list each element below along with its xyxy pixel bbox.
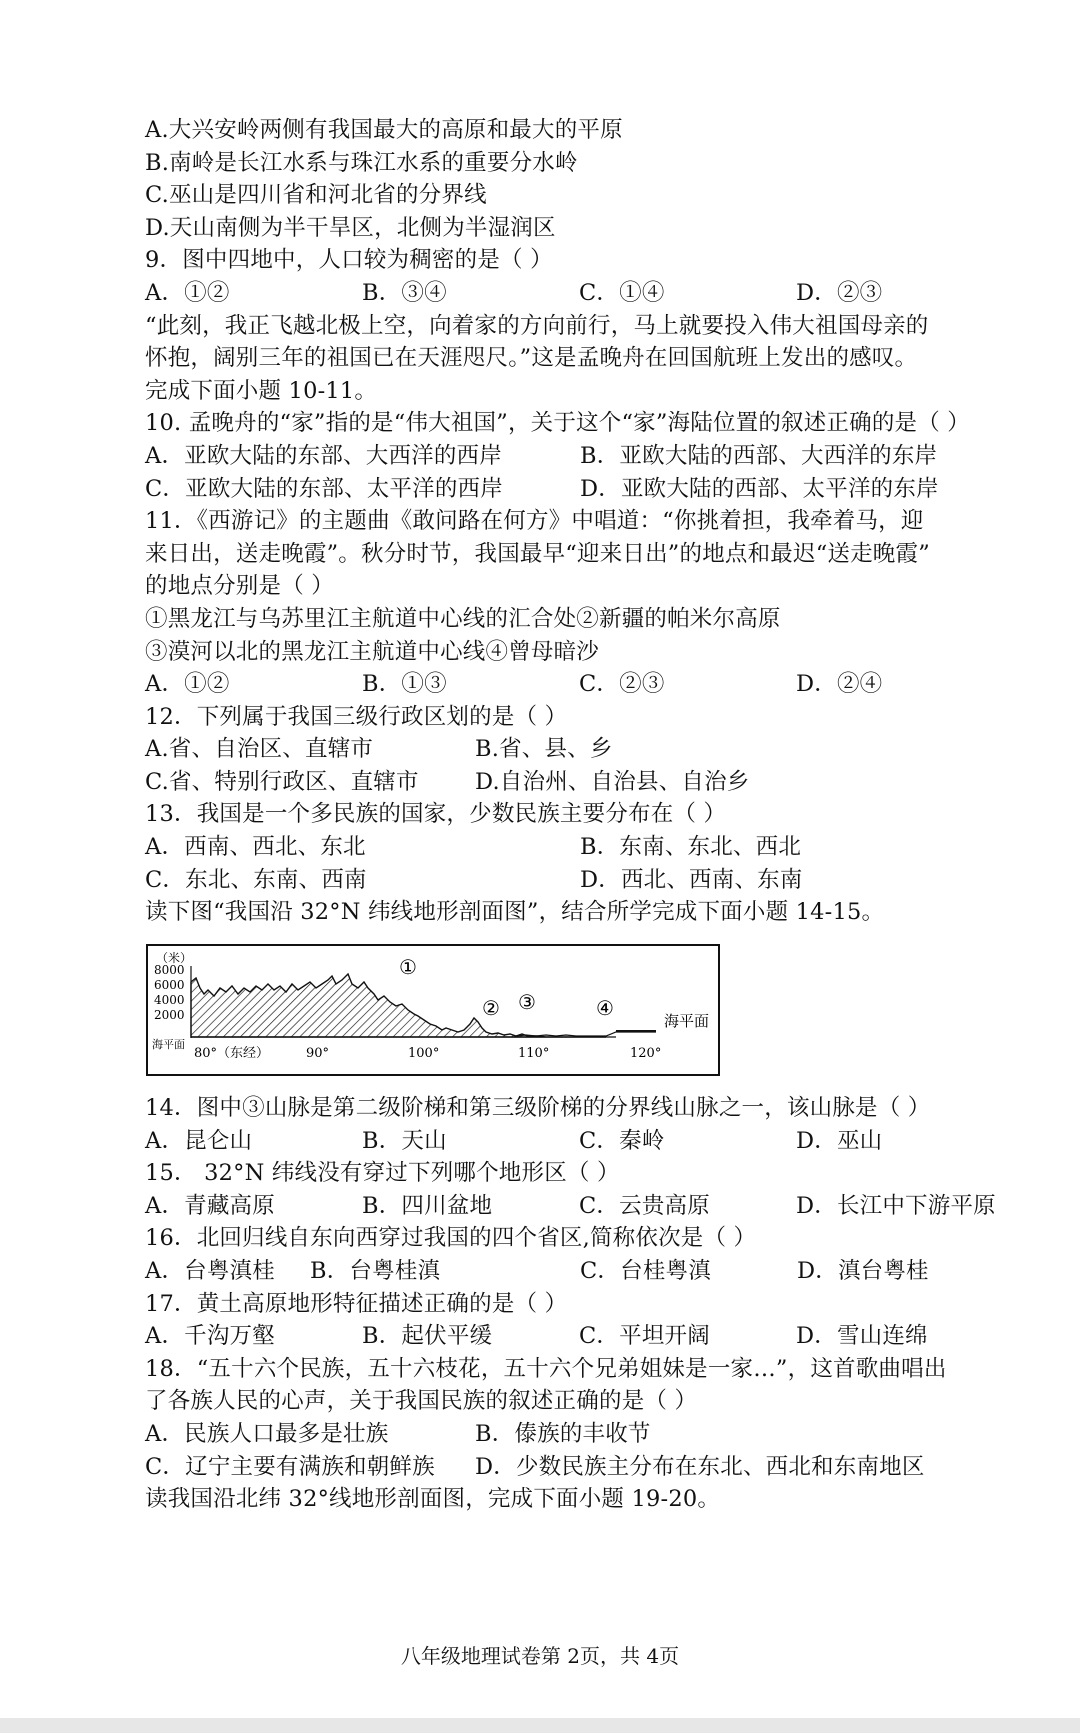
q9-option-b: B．③④ — [362, 279, 447, 306]
intro-14-15: 读下图“我国沿 32°N 纬线地形剖面图”，结合所学完成下面小题 14-15。 — [145, 899, 885, 926]
terrain-profile-svg — [146, 944, 720, 1076]
q12-stem: 12．下列属于我国三级行政区划的是（ ） — [145, 703, 568, 730]
x-tick-100: 100° — [408, 1046, 440, 1061]
x-tick-90: 90° — [306, 1046, 330, 1061]
q9-stem: 9．图中四地中，人口较为稠密的是（ ） — [145, 247, 553, 274]
x-tick-110: 110° — [518, 1046, 550, 1061]
q17-option-b: B．起伏平缓 — [362, 1323, 493, 1350]
q16-option-b: B．台粤桂滇 — [310, 1257, 441, 1284]
q14-stem: 14．图中③山脉是第二级阶梯和第三级阶梯的分界线山脉之一，该山脉是（ ） — [145, 1095, 931, 1121]
q17-option-d: D．雪山连绵 — [796, 1323, 928, 1350]
q8-option-b: B.南岭是长江水系与珠江水系的重要分水岭 — [145, 149, 578, 176]
q13-options-row2 — [145, 864, 1025, 897]
q9-option-a: A．①② — [145, 279, 230, 306]
passage-line-1: “此刻，我正飞越北极上空，向着家的方向前行，马上就要投入伟大祖国母亲的 — [145, 312, 929, 339]
q11-option-a: A．①② — [145, 671, 230, 698]
intro-19-20: 读我国沿北纬 32°线地形剖面图，完成下面小题 19-20。 — [145, 1486, 721, 1513]
q11-options — [145, 668, 1025, 701]
y-unit: （米） — [156, 951, 193, 965]
q16-options — [145, 1255, 1025, 1288]
q14-option-a: A．昆仑山 — [145, 1127, 253, 1154]
q18-options-row1 — [145, 1418, 1025, 1451]
y-tick-2000: 2000 — [154, 1008, 185, 1022]
x-tick-80: 80°（东经） — [194, 1046, 270, 1061]
q11-option-d: D．②④ — [796, 671, 883, 698]
q9-options — [145, 277, 1025, 310]
q18-stem-line-1: 18．“五十六个民族，五十六枝花，五十六个兄弟姐妹是一家…”，这首歌曲唱出 — [145, 1355, 947, 1382]
q14-option-d: D．巫山 — [796, 1127, 883, 1154]
q11-stem-line-3: 的地点分别是（ ） — [145, 573, 334, 600]
q10-stem: 10. 孟晚舟的“家”指的是“伟大祖国”，关于这个“家”海陆位置的叙述正确的是（ ） — [145, 410, 971, 437]
passage-line-2: 怀抱，阔别三年的祖国已在天涯咫尺。”这是孟晚舟在回国航班上发出的感叹。 — [145, 345, 918, 372]
q15-option-d: D．长江中下游平原 — [796, 1192, 996, 1219]
marker-2: ② — [482, 996, 500, 1020]
q15-option-b: B．四川盆地 — [362, 1192, 493, 1219]
passage-line-3: 完成下面小题 10-11。 — [145, 377, 378, 404]
q17-stem: 17．黄土高原地形特征描述正确的是（ ） — [145, 1290, 568, 1317]
q8-option-a: A.大兴安岭两侧有我国最大的高原和最大的平原 — [145, 117, 623, 143]
q8-option-c: C.巫山是四川省和河北省的分界线 — [145, 182, 487, 209]
questions-lower — [145, 1092, 1025, 1516]
marker-4: ④ — [596, 996, 614, 1020]
marker-3: ③ — [518, 990, 536, 1014]
q16-option-c: C．台桂粤滇 — [580, 1257, 711, 1284]
q15-options — [145, 1190, 1025, 1223]
y-tick-6000: 6000 — [154, 978, 185, 992]
q17-option-c: C．平坦开阔 — [579, 1323, 710, 1350]
q15-option-a: A．青藏高原 — [145, 1192, 275, 1219]
q14-options — [145, 1125, 1025, 1158]
q10-option-a: A．亚欧大陆的东部、大西洋的西岸 — [145, 442, 502, 469]
q12-options-row2 — [145, 766, 1025, 799]
q11-stem-line-2: 来日出，送走晚霞”。秋分时节，我国最早“迎来日出”的地点和最迟“送走晚霞” — [145, 540, 930, 567]
bottom-bar — [0, 1718, 1080, 1733]
q15-option-c: C．云贵高原 — [579, 1192, 710, 1219]
q16-stem: 16．北回归线自东向西穿过我国的四个省区,简称依次是（ ） — [145, 1225, 757, 1252]
q13-stem: 13．我国是一个多民族的国家，少数民族主要分布在（ ） — [145, 801, 727, 828]
q13-option-a: A．西南、西北、东北 — [145, 834, 366, 861]
q10-options-row1 — [145, 440, 1025, 473]
q17-options — [145, 1320, 1025, 1353]
marker-1: ① — [399, 955, 417, 979]
q9-option-d: D．②③ — [796, 279, 883, 306]
q12-options-row1 — [145, 733, 1025, 766]
q18-option-b: B．傣族的丰收节 — [475, 1420, 651, 1447]
q10-option-d: D．亚欧大陆的西部、太平洋的东岸 — [580, 475, 939, 502]
x-tick-120: 120° — [630, 1046, 662, 1061]
questions-upper — [145, 114, 1025, 929]
q18-option-d: D．少数民族主分布在东北、西北和东南地区 — [475, 1453, 925, 1480]
q14-option-c: C．秦岭 — [579, 1127, 665, 1154]
q10-option-b: B．亚欧大陆的西部、大西洋的东岸 — [580, 442, 938, 469]
q17-option-a: A．千沟万壑 — [145, 1323, 275, 1350]
terrain-profile-figure — [146, 944, 720, 1076]
q14-option-b: B．天山 — [362, 1127, 447, 1154]
q16-option-d: D．滇台粤桂 — [797, 1257, 929, 1284]
q10-option-c: C．亚欧大陆的东部、太平洋的西岸 — [145, 475, 503, 502]
y-tick-8000: 8000 — [154, 963, 185, 977]
q18-stem-line-2: 了各族人民的心声，关于我国民族的叙述正确的是（ ） — [145, 1388, 698, 1415]
sea-level-left-label: 海平面 — [152, 1038, 185, 1051]
q11-stem-line-1: 11．《西游记》的主题曲《敢问路在何方》中唱道：“你挑着担，我牵着马，迎 — [145, 508, 924, 535]
q15-stem: 15． 32°N 纬线没有穿过下列哪个地形区（ ） — [145, 1160, 620, 1187]
y-tick-4000: 4000 — [154, 993, 185, 1007]
q13-option-d: D．西北、西南、东南 — [580, 866, 803, 893]
q12-option-a: A.省、自治区、直辖市 — [145, 736, 374, 763]
q18-options-row2 — [145, 1451, 1025, 1484]
q11-items-line-2: ③漠河以北的黑龙江主航道中心线④曾母暗沙 — [145, 638, 600, 665]
sea-level-right-label: 海平面 — [664, 1012, 710, 1030]
q9-option-c: C．①④ — [579, 279, 665, 306]
q11-option-c: C．②③ — [579, 671, 665, 698]
q12-option-b: B.省、县、乡 — [475, 736, 613, 763]
q13-option-c: C．东北、东南、西南 — [145, 866, 367, 893]
q18-option-c: C．辽宁主要有满族和朝鲜族 — [145, 1453, 435, 1480]
q11-items-line-1: ①黑龙江与乌苏里江主航道中心线的汇合处②新疆的帕米尔高原 — [145, 605, 781, 632]
q18-option-a: A．民族人口最多是壮族 — [145, 1420, 389, 1447]
q16-option-a: A．台粤滇桂 — [145, 1257, 275, 1284]
q10-options-row2 — [145, 473, 1025, 506]
q11-option-b: B．①③ — [362, 671, 447, 698]
q12-option-c: C.省、特别行政区、直辖市 — [145, 768, 419, 795]
q13-options-row1 — [145, 831, 1025, 864]
q8-option-d: D.天山南侧为半干旱区，北侧为半湿润区 — [145, 214, 556, 241]
q12-option-d: D.自治州、自治县、自治乡 — [475, 768, 750, 795]
page-footer: 八年级地理试卷第 2页，共 4页 — [400, 1644, 680, 1668]
q13-option-b: B．东南、东北、西北 — [580, 834, 802, 861]
